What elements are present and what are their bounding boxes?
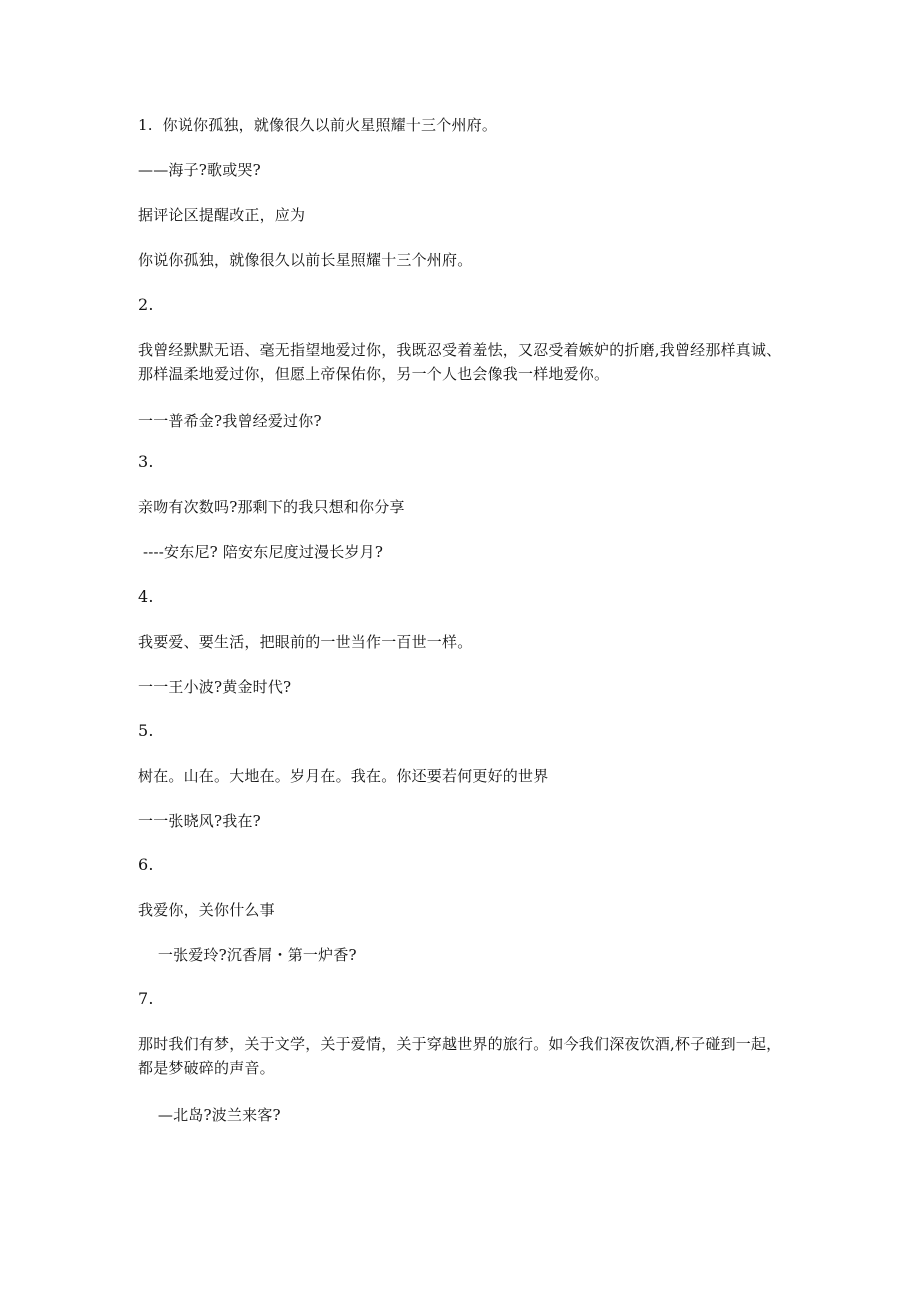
quote-5-number: 5.	[138, 721, 154, 740]
quote-1-line: 1. 你说你孤独，就像很久以前火星照耀十三个州府。	[138, 116, 498, 134]
quote-2-attribution: 一一普希金?我曾经爱过你?	[138, 412, 322, 430]
quote-5-attribution: 一一张晓风?我在?	[138, 812, 261, 830]
quote-2-text: 我曾经默默无语、毫无指望地爱过你，我既忍受着羞怯，又忍受着嫉妒的折磨,我曾经那样真诚、那样温柔地爱过你，但愿上帝保佑你，另一个人也会像我一样地爱你。	[138, 341, 782, 383]
quote-3-text: 亲吻有次数吗?那剩下的我只想和你分享	[138, 498, 405, 516]
quote-3-number: 3.	[138, 452, 154, 471]
quote-1-corrected-text: 你说你孤独，就像很久以前长星照耀十三个州府。	[138, 251, 473, 269]
quote-2-number: 2.	[138, 295, 154, 314]
quote-3-attribution: ----安东尼? 陪安东尼度过漫长岁月?	[138, 543, 384, 561]
quote-5-text: 树在。山在。大地在。岁月在。我在。你还要若何更好的世界	[138, 767, 549, 785]
quote-1-correction-note: 据评论区提醒改正，应为	[138, 206, 306, 224]
quote-6-text: 我爱你，关你什么事	[138, 901, 275, 919]
quote-4-attribution: 一一王小波?黄金时代?	[138, 678, 292, 696]
quote-7-text: 那时我们有梦，关于文学，关于爱情，关于穿越世界的旅行。如今我们深夜饮酒,杯子碰到一起，都是梦破碎的声音。	[138, 1035, 782, 1077]
quote-6-number: 6.	[138, 855, 154, 874]
quote-1-attribution: ——海子?歌或哭?	[138, 161, 261, 179]
quote-6-attribution: 一张爱玲?沉香屑・第一炉香?	[138, 946, 357, 964]
quote-4-text: 我要爱、要生活，把眼前的一世当作一百世一样。	[138, 633, 473, 651]
quote-7-attribution: —北岛?波兰来客?	[138, 1106, 281, 1124]
quote-7-number: 7.	[138, 989, 154, 1008]
quote-4-number: 4.	[138, 587, 154, 606]
